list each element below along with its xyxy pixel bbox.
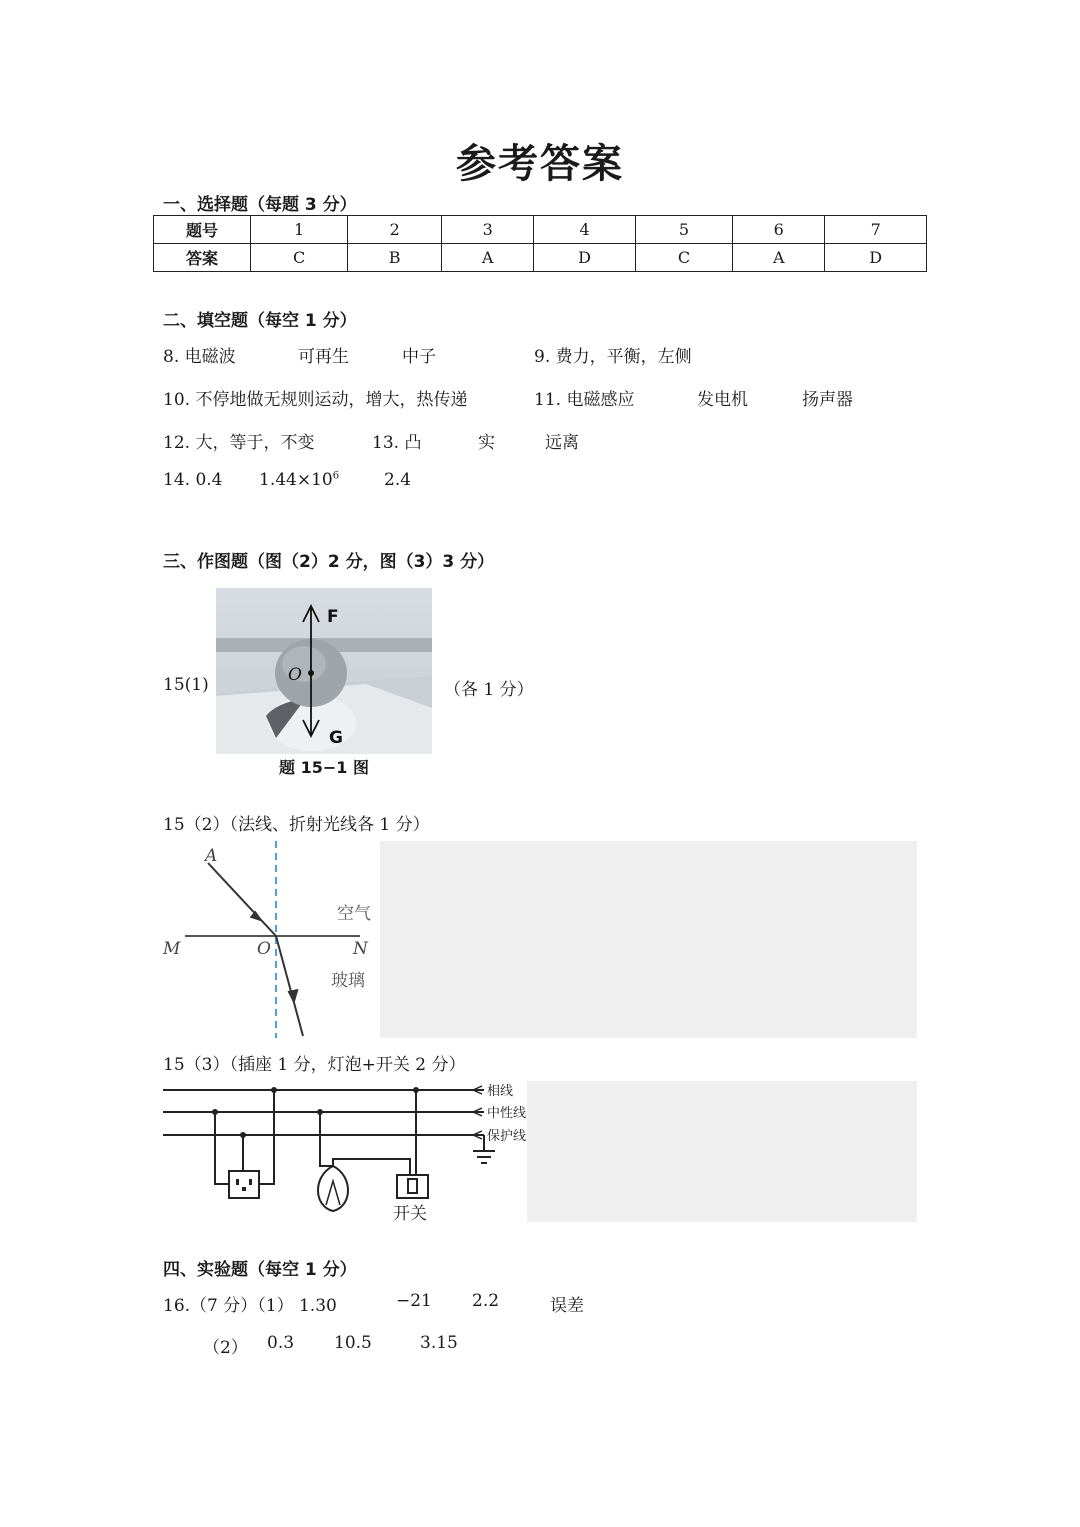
label-g: G bbox=[329, 728, 343, 748]
answer-11-a: 11. 电磁感应 bbox=[534, 390, 635, 410]
label-neutral-wire: 中性线 bbox=[487, 1106, 527, 1121]
answer-13-b: 实 bbox=[478, 433, 495, 453]
answer-14-b-base: 1.44×10 bbox=[259, 470, 333, 490]
answer-cell: A bbox=[733, 244, 825, 272]
answer-13-a: 13. 凸 bbox=[372, 433, 422, 453]
answer-14-b bbox=[259, 470, 339, 490]
point-o bbox=[308, 670, 314, 676]
section-4-heading: 四、实验题（每空 1 分） bbox=[163, 1260, 357, 1280]
answer-8-a: 8. 电磁波 bbox=[163, 347, 236, 367]
answer-14-b-exponent: 6 bbox=[332, 470, 340, 482]
label-f: F bbox=[327, 607, 339, 627]
section-1-heading: 一、选择题（每题 3 分） bbox=[163, 195, 357, 215]
figure-15-2-label: 15（2）（法线、折射光线各 1 分） bbox=[163, 815, 430, 835]
answer-12: 12. 大，等于，不变 bbox=[163, 433, 315, 453]
label-live-wire: 相线 bbox=[487, 1084, 514, 1099]
answer-14-a: 14. 0.4 bbox=[163, 470, 223, 490]
label-earth-wire: 保护线 bbox=[487, 1129, 527, 1144]
answer-11-b: 发电机 bbox=[697, 390, 748, 410]
section-2-heading: 二、填空题（每空 1 分） bbox=[163, 311, 357, 331]
answer-16-2-a: 0.3 bbox=[267, 1333, 295, 1353]
answer-cell: C bbox=[635, 244, 732, 272]
answer-16-2-c: 3.15 bbox=[420, 1333, 458, 1353]
figure-15-1-note: （各 1 分） bbox=[444, 680, 534, 700]
answer-table bbox=[153, 215, 927, 272]
answer-cell: B bbox=[348, 244, 442, 272]
answer-16-1-a: 16.（7 分）（1） 1.30 bbox=[163, 1296, 337, 1316]
question-number: 4 bbox=[534, 216, 636, 244]
figure-15-2-refraction bbox=[163, 841, 380, 1038]
answer-cell: C bbox=[251, 244, 348, 272]
row-label-answer: 答案 bbox=[154, 244, 251, 272]
label-switch: 开关 bbox=[393, 1204, 427, 1222]
figure-15-3-grey-panel bbox=[527, 1081, 917, 1222]
answer-10: 10. 不停地做无规则运动，增大，热传递 bbox=[163, 390, 468, 410]
answer-16-1-b: −21 bbox=[396, 1291, 432, 1311]
answer-16-2-b: 10.5 bbox=[334, 1333, 372, 1353]
answer-8-b: 可再生 bbox=[298, 347, 349, 367]
section-3-heading: 三、作图题（图（2）2 分，图（3）3 分） bbox=[163, 552, 495, 572]
figure-15-1-photo bbox=[216, 588, 432, 754]
answer-cell: D bbox=[534, 244, 636, 272]
answer-16-1-c: 2.2 bbox=[472, 1291, 500, 1311]
question-number: 2 bbox=[348, 216, 442, 244]
label-o: O bbox=[257, 939, 271, 959]
question-number: 7 bbox=[825, 216, 927, 244]
answer-16-2-label: （2） bbox=[203, 1338, 248, 1358]
figure-15-1-label: 15(1) bbox=[163, 675, 209, 695]
label-m: M bbox=[163, 939, 181, 959]
table-row bbox=[154, 244, 927, 272]
table-row bbox=[154, 216, 927, 244]
row-label-number: 题号 bbox=[154, 216, 251, 244]
label-glass: 玻璃 bbox=[331, 971, 365, 991]
answer-cell: A bbox=[442, 244, 534, 272]
answer-8-c: 中子 bbox=[402, 347, 436, 367]
page-title: 参考答案 bbox=[456, 141, 624, 187]
label-n: N bbox=[353, 939, 368, 959]
answer-13-c: 远离 bbox=[545, 433, 579, 453]
label-o: O bbox=[288, 665, 302, 685]
question-number: 3 bbox=[442, 216, 534, 244]
question-number: 1 bbox=[251, 216, 348, 244]
question-number: 6 bbox=[733, 216, 825, 244]
figure-15-3-circuit bbox=[163, 1081, 527, 1222]
answer-9: 9. 费力，平衡，左侧 bbox=[534, 347, 692, 367]
figure-15-2-grey-panel bbox=[380, 841, 917, 1038]
label-air: 空气 bbox=[337, 904, 371, 924]
answer-14-c: 2.4 bbox=[384, 470, 412, 490]
answer-11-c: 扬声器 bbox=[802, 390, 853, 410]
answer-16-1-d: 误差 bbox=[550, 1296, 584, 1316]
label-a: A bbox=[205, 846, 218, 866]
figure-15-3-label: 15（3）（插座 1 分，灯泡+开关 2 分） bbox=[163, 1055, 466, 1075]
figure-15-1-caption: 题 15−1 图 bbox=[279, 758, 369, 777]
question-number: 5 bbox=[635, 216, 732, 244]
answer-cell: D bbox=[825, 244, 927, 272]
